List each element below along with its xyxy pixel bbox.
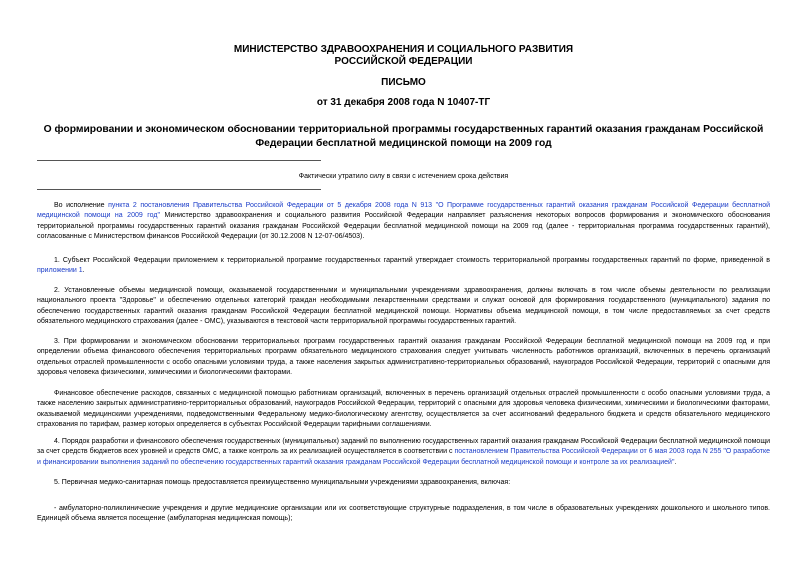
link-government-decree-255[interactable]: постановлением Правительства Российской Федерации от 6 мая 2003 года N 255 "О разработке и финансировании выполнения заданий по обеспечению государственных гарантий оказания гражданам Российской Федерации бесплатной медицинской помощи и контроле за их реализацией"	[37, 448, 771, 466]
document-title: О формировании и экономическом обосновании территориальной программы государственных гарантий оказания гражданам Российской Федерации бесплатной медицинской помощи на 2009 год	[43, 124, 764, 149]
paragraph-text: .	[674, 458, 677, 466]
link-appendix-1[interactable]: приложении 1	[37, 267, 83, 275]
divider-top	[37, 160, 321, 161]
paragraph-text: 2. Установленные объемы медицинской помощи, оказываемой государственными и муниципальными учреждениями здравоохранения, должны включать в том числе объемы деятельности по реализации национального проекта "Здоровье" и обеспечению отдельных категорий граждан необходимыми лекарственными средствами и служат основой для формирования государственного (муниципального) задания по обеспечению государственных гарантий оказания гражданам Российской Федерации бесплатной медицинской помощи. Нормативы объема медицинской помощи, в том числе предоставляемых за счет средств обязательного медицинского страхования (далее - ОМС), указываются в текстовой части территориальной программы государственных гарантий.	[37, 287, 770, 326]
status-note: Фактически утратило силу в связи с истечением срока действия	[298, 173, 509, 180]
paragraph-text: 1. Субъект Российской Федерации приложением к территориальной программе государственных гарантий утверждает стоимость территориальной программы государственных гарантий по форме, приведенной в	[54, 257, 770, 264]
paragraph-text: 5. Первичная медико-санитарная помощь предоставляется преимущественно муниципальными учреждениями здравоохранения, включая:	[54, 479, 511, 486]
paragraph-text: Финансовое обеспечение расходов, связанных с медицинской помощью работникам организаций, включенных в перечень организаций отдельных отраслей промышленности с особо опасными условиями труда, а также населению закрытых административно-территориальных образований, наукоградов Российской Федерации, территорий с опасными для здоровья человека физическими, химическими и биологическими факторами, оказываемой медицинскими учреждениями, подведомственными Федеральному медико-биологическому агентству, осуществляется за счет ассигнований федерального бюджета и средств обязательного медицинского страхования по тарифам, размер которых определяется в субъектах Российской Федерации тарифными соглашениями.	[37, 390, 770, 429]
paragraph-7	[37, 504, 770, 525]
ministry-name-line2: РОССИЙСКОЙ ФЕДЕРАЦИИ	[334, 56, 473, 67]
paragraph-4	[37, 389, 770, 431]
paragraph-text: .	[82, 267, 85, 275]
paragraph-text: 3. При формировании и экономическом обосновании территориальных программ государственных гарантий оказания гражданам Российской Федерации бесплатной медицинской помощи на 2009 год и при определении объема финансового обеспечения территориальных программ обязательного медицинского страхования следует учитывать численность работников организаций, включенных в перечень организаций отдельных отраслей промышленности с особо опасными условиями труда, а также населения закрытых административно-территориальных образований, наукоградов Российской Федерации, территорий с опасными для здоровья человека физическими, химическими и биологическими факторами.	[37, 338, 770, 377]
document-date-number: от 31 декабря 2008 года N 10407-ТГ	[316, 97, 491, 108]
paragraph-3	[37, 337, 770, 379]
paragraph-2	[37, 286, 770, 328]
paragraph-text: Во исполнение	[54, 202, 109, 209]
paragraph-5	[37, 437, 770, 468]
link-government-decree-913[interactable]: пункта 2 постановления Правительства Российской Федерации от 5 декабря 2008 года N 913 "О Программе государственных гарантий оказания гражданам Российской Федерации бесплатной медицинской помощи на 2009 год"	[37, 202, 770, 220]
document-type: ПИСЬМО	[381, 77, 426, 88]
paragraph-1	[37, 256, 770, 277]
paragraph-6	[37, 478, 770, 488]
ministry-name-line1: МИНИСТЕРСТВО ЗДРАВООХРАНЕНИЯ И СОЦИАЛЬНОГО РАЗВИТИЯ	[233, 44, 574, 55]
divider-bottom	[37, 189, 321, 190]
paragraph-text: Министерство здравоохранения и социального развития Российской Федерации направляет разъяснения некоторых вопросов формирования и экономического обоснования территориальной программы государственных гарантий оказания гражданам Российской Федерации бесплатной медицинской помощи на 2009 год (далее - территориальная программа государственных гарантий), согласованные с Министерством финансов Российской Федерации (от 30.12.2008 N 12-07-06/4503).	[37, 212, 770, 241]
paragraph-intro	[37, 201, 770, 243]
paragraph-text: - амбулаторно-поликлинические учреждения и другие медицинские организации или их соответствующие структурные подразделения, в том числе в образовательных учреждениях дошкольного и школьного типов. Единицей объема является посещение (амбулаторная медицинская помощь);	[37, 505, 770, 523]
paragraph-text: 4. Порядок разработки и финансового обеспечения государственных (муниципальных) заданий по выполнению государственных гарантий оказания гражданам Российской Федерации бесплатной медицинской помощи за счет средств бюджетов всех уровней и средств ОМС, а также контроль за их реализацией осуществляется в соответствии с	[37, 438, 770, 456]
